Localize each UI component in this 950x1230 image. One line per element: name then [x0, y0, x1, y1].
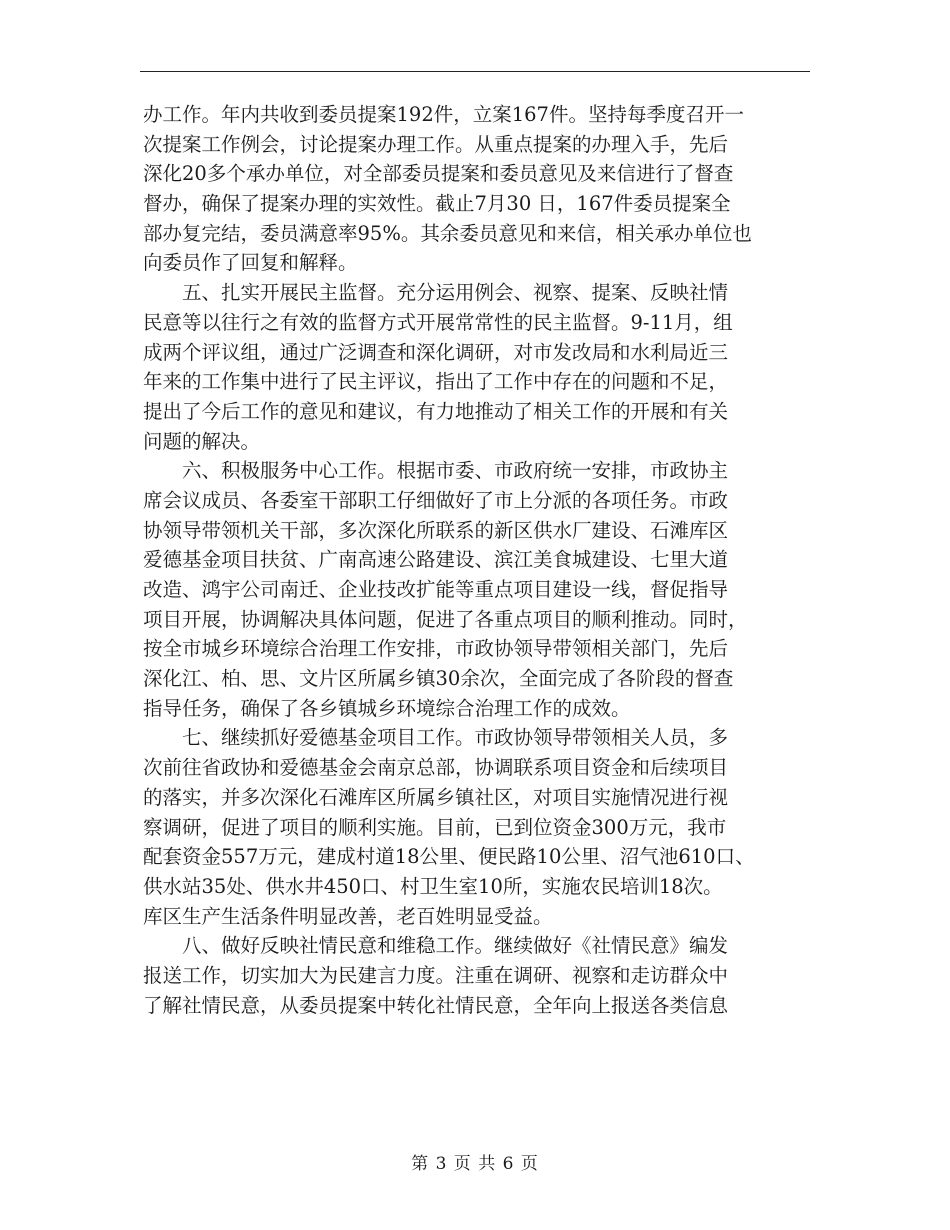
text-line: 协领导带领机关干部，多次深化所联系的新区供水厂建设、石滩库区: [143, 518, 729, 542]
text-line: 办工作。年内共收到委员提案192件，立案167件。坚持每季度召开一: [143, 103, 744, 126]
text-line: 爱德基金项目扶贫、广南高速公路建设、滨江美食城建设、七里大道: [143, 548, 729, 572]
text-line: 报送工作，切实加大为民建言力度。注重在调研、视察和走访群众中: [143, 963, 729, 987]
text-line: 次前往省政协和爱德基金会南京总部，协调联系项目资金和后续项目: [143, 756, 729, 780]
text-line: 成两个评议组，通过广泛调查和深化调研，对市发改局和水利局近三: [143, 340, 729, 364]
text-line: 供水站35处、供水井450口、村卫生室10所，实施农民培训18次。: [143, 874, 723, 898]
text-line: 指导任务，确保了各乡镇城乡环境综合治理工作的成效。: [143, 696, 631, 720]
text-line: 向委员作了回复和解释。: [143, 251, 358, 275]
text-line: 问题的解决。: [143, 429, 261, 453]
text-line: 提出了今后工作的意见和建议，有力地推动了相关工作的开展和有关: [143, 399, 729, 423]
text-line: 六、积极服务中心工作。根据市委、市政府统一安排，市政协主: [182, 459, 729, 483]
text-line: 深化江、柏、思、文片区所属乡镇30余次，全面完成了各阶段的督查: [143, 667, 734, 691]
text-line: 库区生产生活条件明显改善，老百姓明显受益。: [143, 904, 553, 928]
text-line: 深化20多个承办单位，对全部委员提案和委员意见及来信进行了督查: [143, 162, 734, 186]
text-line: 了解社情民意，从委员提案中转化社情民意，全年向上报送各类信息: [143, 993, 729, 1017]
body-text: [143, 100, 811, 1020]
text-line: 民意等以往行之有效的监督方式开展常常性的民主监督。9-11月，组: [143, 310, 733, 334]
text-line: 的落实，并多次深化石滩库区所属乡镇社区，对项目实施情况进行视: [143, 785, 729, 809]
text-line: 年来的工作集中进行了民主评议，指出了工作中存在的问题和不足，: [143, 370, 729, 394]
text-line: 项目开展，协调解决具体问题，促进了各重点项目的顺利推动。同时，: [143, 607, 748, 631]
text-line: 督办，确保了提案办理的实效性。截止7月30 日，167件委员提案全: [143, 192, 731, 216]
text-line: 部办复完结，委员满意率95%。其余委员意见和来信，相关承办单位也: [143, 221, 752, 245]
text-line: 配套资金557万元，建成村道18公里、便民路10公里、沼气池610口、: [143, 845, 755, 869]
text-line: 五、扎实开展民主监督。充分运用例会、视察、提案、反映社情: [182, 281, 729, 305]
header-rule: [140, 71, 810, 72]
text-line: 改造、鸿宇公司南迁、企业技改扩能等重点项目建设一线，督促指导: [143, 578, 729, 601]
text-line: 席会议成员、各委室干部职工仔细做好了市上分派的各项任务。市政: [143, 488, 729, 512]
text-line: 察调研，促进了项目的顺利实施。目前，已到位资金300万元，我市: [143, 815, 727, 839]
text-line: 七、继续抓好爱德基金项目工作。市政协领导带领相关人员，多: [182, 726, 729, 750]
text-line: 次提案工作例会，讨论提案办理工作。从重点提案的办理入手，先后: [143, 132, 729, 156]
page-footer: 第 3 页 共 6 页: [411, 1154, 539, 1174]
text-line: 按全市城乡环境综合治理工作安排，市政协领导带领相关部门，先后: [143, 637, 729, 661]
text-line: 八、做好反映社情民意和维稳工作。继续做好《社情民意》编发: [182, 934, 729, 958]
